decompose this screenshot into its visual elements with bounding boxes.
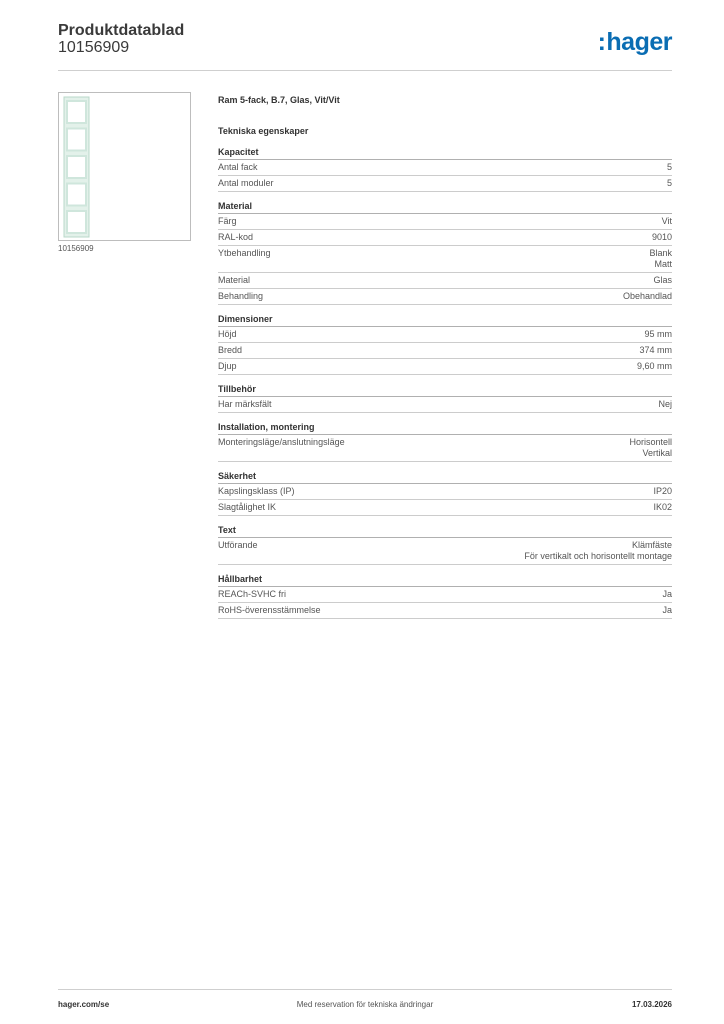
property-value-line: 5 — [666, 178, 672, 188]
property-value-line: 5 — [666, 162, 672, 172]
footer-website[interactable]: hager.com/se — [58, 1000, 110, 1009]
property-value-line: Vertikal — [642, 448, 672, 458]
property-value-line: Nej — [658, 399, 672, 409]
section-säkerhet — [218, 471, 672, 516]
property-label: Material — [218, 275, 251, 285]
document-number: 10156909 — [58, 39, 130, 56]
property-row — [218, 484, 672, 500]
frame-slot — [67, 129, 86, 151]
property-row — [218, 587, 672, 603]
property-value — [524, 540, 672, 562]
property-value-line: 95 mm — [644, 329, 672, 339]
property-value — [658, 399, 672, 410]
property-label: Bredd — [218, 345, 243, 355]
property-value-line: 9010 — [651, 232, 672, 242]
property-value-line: För vertikalt och horisontellt montage — [524, 551, 672, 561]
frame-illustration — [63, 96, 90, 238]
property-label: Har märksfält — [218, 399, 272, 409]
frame-slot — [67, 184, 86, 206]
section-dimensioner — [218, 314, 672, 375]
property-value-line: Glas — [653, 275, 672, 285]
product-image — [58, 92, 191, 241]
property-value — [662, 216, 672, 227]
section-title: Säkerhet — [218, 471, 672, 484]
property-value-line: Ja — [662, 589, 672, 599]
property-row — [218, 343, 672, 359]
property-value-line: Klämfäste — [631, 540, 672, 550]
property-value-line: 9,60 mm — [636, 361, 672, 371]
section-title: Material — [218, 201, 672, 214]
property-value-line: Vit — [661, 216, 672, 226]
property-sections — [218, 147, 672, 619]
property-row — [218, 397, 672, 413]
property-value — [639, 345, 672, 356]
property-value-line: Matt — [654, 259, 672, 269]
property-value-line: IP20 — [653, 486, 672, 496]
property-value-line: Blank — [649, 248, 672, 258]
property-row — [218, 327, 672, 343]
property-value — [644, 329, 672, 340]
section-kapacitet — [218, 147, 672, 192]
property-value — [629, 437, 672, 459]
property-row — [218, 538, 672, 565]
property-row — [218, 435, 672, 462]
section-installation-montering — [218, 422, 672, 462]
frame-slot — [67, 156, 86, 178]
property-value — [662, 589, 672, 600]
section-title: Installation, montering — [218, 422, 672, 435]
property-value — [623, 291, 672, 302]
property-value-line: Ja — [662, 605, 672, 615]
property-value — [652, 232, 672, 243]
property-value-line: Obehandlad — [622, 291, 672, 301]
property-label: Antal fack — [218, 162, 258, 172]
document-title: Produktdatablad — [58, 22, 185, 39]
property-value-line: 374 mm — [639, 345, 672, 355]
logo-text: hager — [606, 28, 672, 56]
product-content — [218, 95, 672, 628]
property-value — [637, 361, 672, 372]
property-value — [653, 486, 672, 497]
property-label: Ytbehandling — [218, 248, 271, 258]
property-value — [653, 275, 672, 286]
property-label: Utförande — [218, 540, 258, 550]
frame-slot — [67, 211, 86, 233]
property-label: Djup — [218, 361, 237, 371]
page-header — [58, 20, 672, 71]
section-title: Hållbarhet — [218, 574, 672, 587]
section-text — [218, 525, 672, 565]
section-title: Dimensioner — [218, 314, 672, 327]
property-row — [218, 176, 672, 192]
technical-properties-heading: Tekniska egenskaper — [218, 126, 309, 136]
property-label: REACh-SVHC fri — [218, 589, 287, 599]
property-value — [653, 502, 672, 513]
property-row — [218, 289, 672, 305]
property-label: Slagtålighet IK — [218, 502, 277, 512]
property-label: Färg — [218, 216, 237, 226]
product-name: Ram 5-fack, B.7, Glas, Vit/Vit — [218, 95, 340, 105]
property-label: RAL-kod — [218, 232, 254, 242]
footer-date: 17.03.2026 — [631, 1000, 672, 1009]
property-label: Höjd — [218, 329, 237, 339]
property-label: Antal moduler — [218, 178, 274, 188]
property-value — [662, 605, 672, 616]
property-row — [218, 359, 672, 375]
property-row — [218, 500, 672, 516]
property-row — [218, 230, 672, 246]
property-label: Kapslingsklass (IP) — [218, 486, 295, 496]
section-title: Tillbehör — [218, 384, 672, 397]
property-value — [667, 178, 672, 189]
hager-logo[interactable] — [598, 30, 672, 55]
property-value-line: Horisontell — [629, 437, 672, 447]
property-value-line: IK02 — [653, 502, 672, 512]
property-label: Monteringsläge/anslutningsläge — [218, 437, 345, 447]
image-caption: 10156909 — [58, 244, 94, 253]
property-value — [667, 162, 672, 173]
property-row — [218, 603, 672, 619]
property-row — [218, 160, 672, 176]
property-label: RoHS-överensstämmelse — [218, 605, 321, 615]
section-material — [218, 201, 672, 305]
property-row — [218, 246, 672, 273]
property-value — [649, 248, 672, 270]
section-tillbehör — [218, 384, 672, 413]
frame-slot — [67, 101, 86, 123]
property-label: Behandling — [218, 291, 264, 301]
property-row — [218, 273, 672, 289]
section-hållbarhet — [218, 574, 672, 619]
property-row — [218, 214, 672, 230]
section-title: Kapacitet — [218, 147, 672, 160]
section-title: Text — [218, 525, 672, 538]
page-footer — [58, 989, 672, 1014]
logo-colon: : — [597, 28, 606, 56]
footer-disclaimer: Med reservation för tekniska ändringar — [296, 1000, 434, 1009]
